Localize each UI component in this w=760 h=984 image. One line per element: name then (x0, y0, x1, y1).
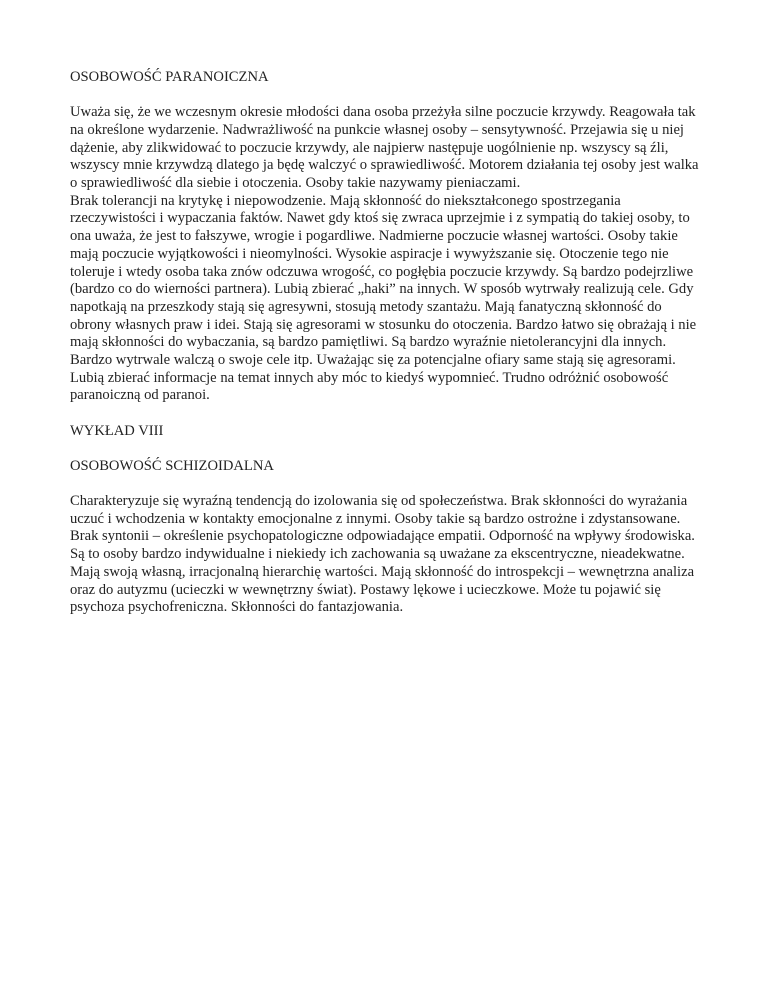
paragraph: Brak syntonii – określenie psychopatologiczne odpowiadające empatii. Odporność na wpływy środowiska. Są to osoby bardzo indywidualne i niekiedy ich zachowania są uważane za ekscentryczne, nieadekwatne. Mają swoją własną, irracjonalną hierarchię wartości. Mają skłonność do introspekcji – wewnętrzna analiza oraz do autyzmu (ucieczki w wewnętrzny świat). Postawy lękowe i ucieczkowe. Może tu pojawić się psychoza psychofreniczna. Skłonności do fantazjowania. (70, 528, 695, 616)
paragraph: Brak tolerancji na krytykę i niepowodzenie. Mają skłonność do niekształconego spostrzegania rzeczywistości i wypaczania faktów. Nawet gdy ktoś się zwraca uprzejmie i z sympatią do takiej osoby, to ona uważa, że jest to fałszywe, wrogie i pogardliwe. Nadmierne poczucie własnej wartości. Osoby takie mają poczucie wyjątkowości i nieomylności. Wysokie aspiracje i wywyższanie się. Otoczenie tego nie toleruje i wtedy osoba taka znów odczuwa wrogość, co pogłębia poczucie krzywdy. Są bardzo podejrzliwe (bardzo co do wierności partnera). Lubią zbierać „haki” na innych. W sposób wytrwały realizują cele. Gdy napotkają na przeszkody stają się agresywni, stosują metody szantażu. Mają fanatyczną skłonność do obrony własnych praw i idei. Stają się agresorami w stosunku do otoczenia. Bardzo łatwo się obrażają i nie mają skłonności do wybaczania, są bardzo pamiętliwi. Są bardzo wyraźnie nietolerancyjni dla innych. Bardzo wytrwale walczą o swoje cele itp. Uważając się za potencjalne ofiary same stają się agresorami. Lubią zbierać informacje na temat innych aby móc to kiedyś wypomnieć. Trudno odróżnić osobowość paranoiczną od paranoi. (70, 192, 697, 404)
document-page (70, 69, 700, 617)
spacer (70, 87, 700, 105)
paragraph: Uważa się, że we wczesnym okresie młodości dana osoba przeżyła silne poczucie krzywdy. Reagowała tak na określone wydarzenie. Nadwrażliwość na punkcie własnej osoby – sensytywność. Przejawia się u niej dążenie, aby zlikwidować to poczucie krzywdy, ale najpierw następuje uogólnienie np. wszyscy są źli, wszyscy mnie krzywdzą dlatego ja będę walczyć o sprawiedliwość. Motorem działania tej osoby jest walka o sprawiedliwość dla siebie i otoczenia. Osoby takie nazywamy pieniaczami. (70, 104, 699, 192)
spacer (70, 440, 700, 458)
spacer (70, 476, 700, 494)
paragraph: Charakteryzuje się wyraźną tendencją do izolowania się od społeczeństwa. Brak skłonności do wyrażania uczuć i wchodzenia w kontakty emocjonalne z innymi. Osoby takie są bardzo ostrożne i zdystansowane. (70, 493, 688, 527)
section-heading-schizoid: OSOBOWOŚĆ SCHIZOIDALNA (70, 457, 274, 474)
lecture-heading: WYKŁAD VIII (70, 422, 164, 439)
spacer (70, 405, 700, 423)
section-heading-paranoid: OSOBOWOŚĆ PARANOICZNA (70, 69, 269, 85)
